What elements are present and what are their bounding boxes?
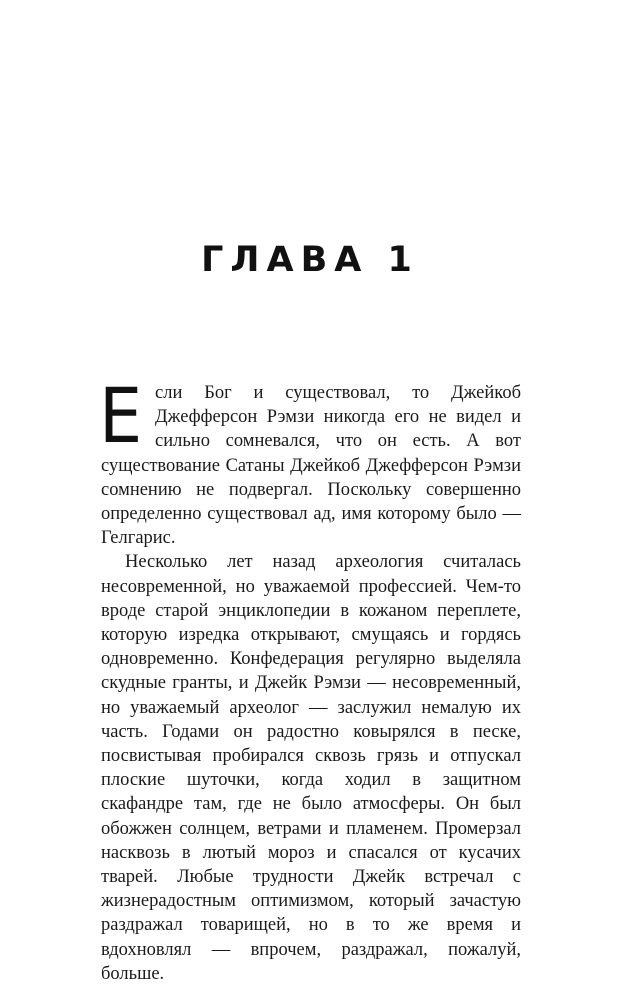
drop-cap-letter: Е bbox=[99, 371, 143, 460]
chapter-title: ГЛАВА 1 bbox=[201, 240, 419, 280]
paragraph-2: Несколько лет назад археология считалась несовременной, но уважаемой профессией. Чем-то вроде старой энциклопедии в кожаном переплете, которую изредка открывают, смущаясь и гордясь одновременно. Конфедерация регулярно выделяла скудные гранты, и Джейк Рэмзи — несовременный, но уважаемый археолог — заслужил немалую их часть. Годами он радостно ковырялся в песке, посвистывая пробирался сквозь грязь и отпускал плоские шуточки, когда ходил в защитном скафандре там, где не было атмосферы. Он был обожжен солнцем, ветрами и пламенем. Промерзал насквозь в лютый мороз и спасался от кусачих тварей. Любые трудности Джейк встречал с жизнерадостным оптимизмом, который зачастую раздражал товарищей, но в то же время и вдохновлял — впрочем, раздражал, пожалуй, больше. bbox=[101, 552, 521, 984]
paragraph-1-text: сли Бог и существовал, то Джейкоб Джефферсон Рэмзи никогда его не видел и сильно сомневался, что он есть. А вот существование Сатаны Джейкоб Джефферсон Рэмзи сомнению не подвергал. Поскольку совершенно определенно существовал ад, имя которому было — Гелгарис. bbox=[101, 383, 521, 549]
chapter-body bbox=[99, 371, 521, 986]
paragraph-1 bbox=[99, 371, 521, 550]
